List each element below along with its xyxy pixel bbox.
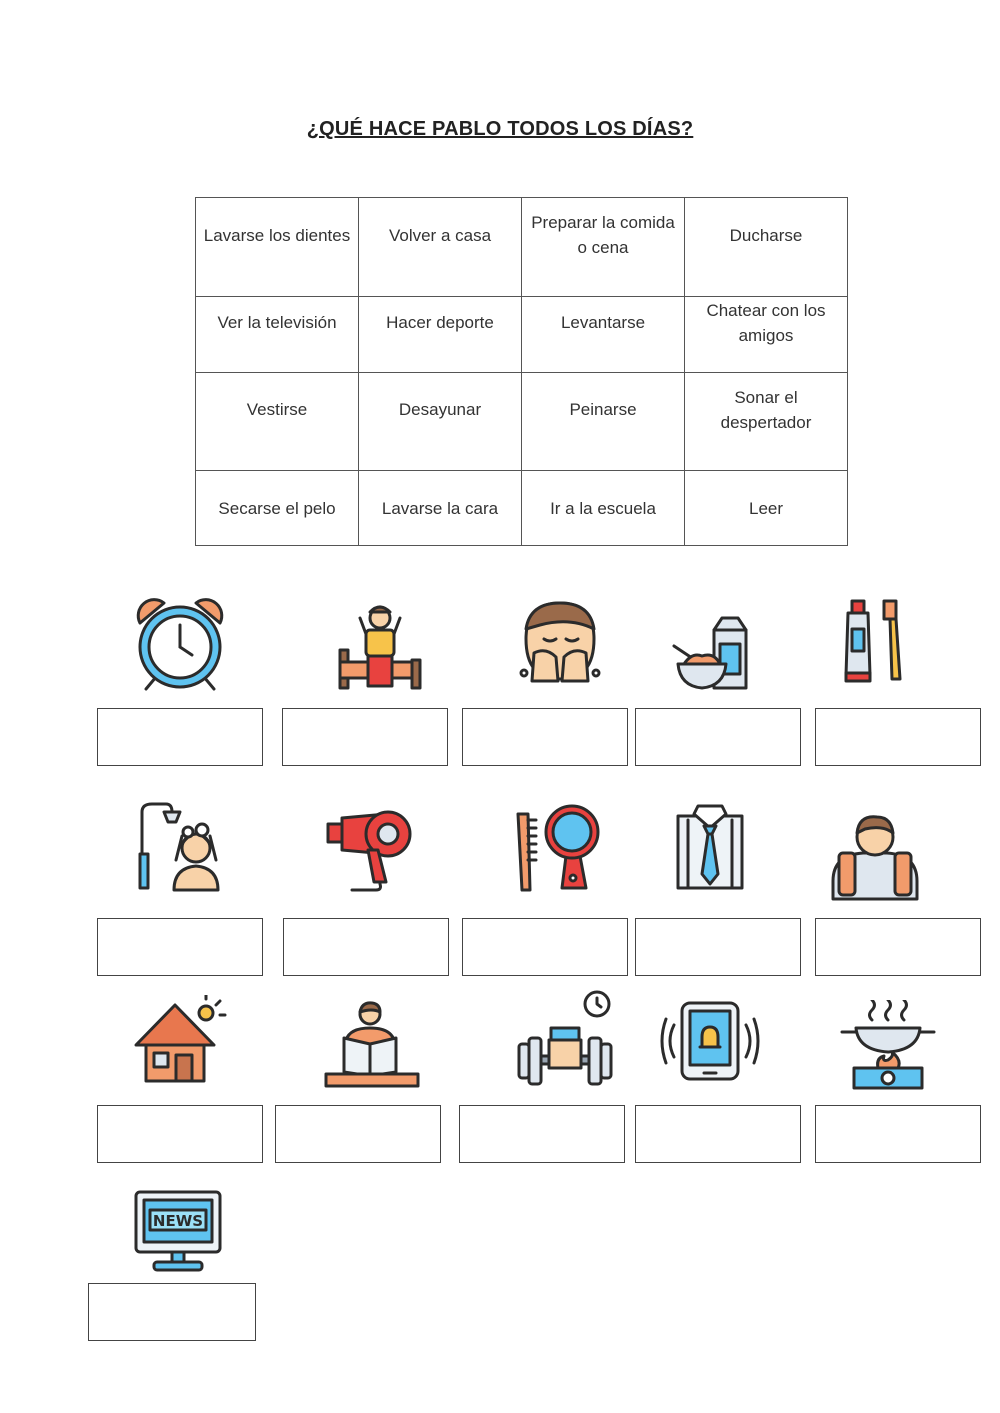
page-title: ¿QUÉ HACE PABLO TODOS LOS DÍAS? — [306, 118, 694, 140]
washing-face-icon — [510, 595, 610, 695]
answer-box[interactable] — [635, 918, 801, 976]
cooking-icon — [838, 1000, 938, 1100]
answer-box[interactable] — [88, 1283, 256, 1341]
answer-box[interactable] — [275, 1105, 441, 1163]
news-tv-icon — [128, 1178, 228, 1278]
answer-box[interactable] — [459, 1105, 625, 1163]
table-cell: Desayunar — [359, 373, 522, 471]
hair-dryer-icon — [322, 800, 422, 900]
answer-box[interactable] — [635, 1105, 801, 1163]
student-backpack-icon — [825, 805, 925, 905]
exercise-icon — [515, 990, 615, 1090]
table-cell: Peinarse — [522, 373, 685, 471]
shirt-tie-icon — [660, 800, 760, 900]
table-cell: Lavarse la cara — [359, 471, 522, 546]
answer-box[interactable] — [815, 708, 981, 766]
table-cell: Sonar el despertador — [685, 373, 848, 471]
answer-box[interactable] — [97, 918, 263, 976]
table-cell: Preparar la comida o cena — [522, 198, 685, 297]
answer-box[interactable] — [462, 918, 628, 976]
house-icon — [130, 995, 230, 1095]
breakfast-icon — [668, 600, 768, 700]
table-cell: Secarse el pelo — [196, 471, 359, 546]
waking-up-icon — [330, 600, 430, 700]
table-cell: Hacer deporte — [359, 297, 522, 373]
svg-text:NEWS: NEWS — [152, 1212, 204, 1230]
table-cell: Lavarse los dientes — [196, 198, 359, 297]
comb-mirror-icon — [510, 800, 610, 900]
answer-box[interactable] — [635, 708, 801, 766]
alarm-clock-icon — [130, 595, 230, 695]
answer-box[interactable] — [283, 918, 449, 976]
reading-icon — [322, 1000, 422, 1100]
table-cell: Ir a la escuela — [522, 471, 685, 546]
table-cell: Ducharse — [685, 198, 848, 297]
table-cell: Levantarse — [522, 297, 685, 373]
tablet-notification-icon — [660, 995, 760, 1095]
table-cell: Volver a casa — [359, 198, 522, 297]
answer-box[interactable] — [815, 1105, 981, 1163]
vocabulary-table — [195, 197, 848, 546]
table-cell: Leer — [685, 471, 848, 546]
answer-box[interactable] — [282, 708, 448, 766]
answer-box[interactable] — [815, 918, 981, 976]
table-cell: Vestirse — [196, 373, 359, 471]
toothbrush-icon — [830, 595, 930, 695]
table-cell: Ver la televisión — [196, 297, 359, 373]
answer-box[interactable] — [462, 708, 628, 766]
table-cell: Chatear con los amigos — [685, 297, 848, 373]
shower-icon — [130, 800, 230, 900]
answer-box[interactable] — [97, 708, 263, 766]
answer-box[interactable] — [97, 1105, 263, 1163]
